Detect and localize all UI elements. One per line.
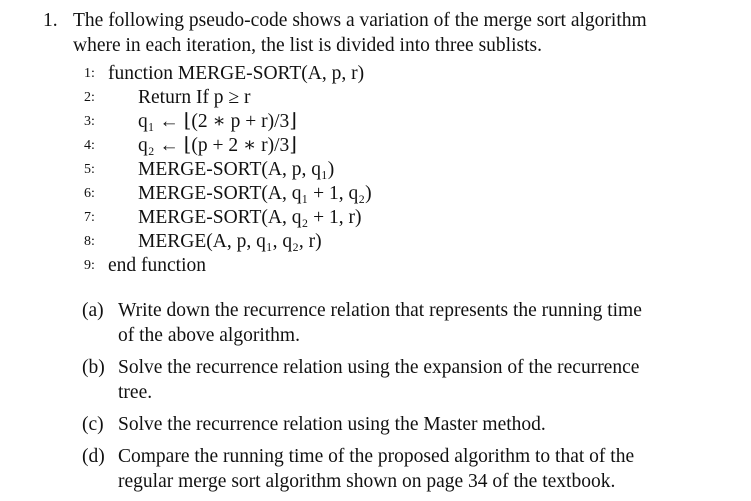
- problem-number: 1.: [43, 10, 58, 31]
- subquestion-text-2: of the above algorithm.: [118, 325, 300, 346]
- code-line: [84, 254, 584, 278]
- problem-intro: [43, 8, 733, 58]
- subquestion-text-1: Write down the recurrence relation that represents the running time: [118, 300, 642, 321]
- code-line: [84, 62, 584, 86]
- code-statement: MERGE-SORT(A, q₂ + 1, r): [138, 207, 362, 228]
- subquestion-text-2: regular merge sort algorithm shown on page 34 of the textbook.: [118, 471, 616, 492]
- subquestion-text-1: Solve the recurrence relation using the Master method.: [118, 414, 546, 435]
- code-statement: function MERGE-SORT(A, p, r): [108, 63, 365, 84]
- line-number: 4:: [84, 138, 95, 153]
- line-number: 7:: [84, 210, 95, 225]
- code-statement: MERGE(A, p, q₁, q₂, r): [138, 231, 322, 252]
- line-number: 8:: [84, 234, 95, 249]
- code-statement: end function: [108, 255, 207, 276]
- line-number: 6:: [84, 186, 95, 201]
- subquestion-label: (d): [82, 446, 105, 467]
- line-number: 5:: [84, 162, 95, 177]
- intro-line-1: [43, 8, 733, 33]
- code-line: [84, 182, 584, 206]
- subquestion-a: [82, 298, 722, 348]
- subquestion-text-1: Solve the recurrence relation using the expansion of the recurrence: [118, 357, 640, 378]
- subquestion-label: (c): [82, 414, 104, 435]
- subquestion-text-1: Compare the running time of the proposed algorithm to that of the: [118, 446, 635, 467]
- code-statement: MERGE-SORT(A, q₁ + 1, q₂): [138, 183, 372, 204]
- intro-text-1: The following pseudo-code shows a variation of the merge sort algorithm: [73, 10, 647, 31]
- subquestion-c: [82, 412, 722, 437]
- subquestion-b: [82, 355, 722, 405]
- code-statement: q₁ ← ⌊(2 ∗ p + r)/3⌋: [138, 111, 297, 132]
- subquestions: [82, 298, 722, 501]
- code-line: [84, 110, 584, 134]
- subquestion-label: (a): [82, 300, 104, 321]
- subquestion-text-2: tree.: [118, 382, 153, 403]
- code-line: [84, 134, 584, 158]
- code-line: [84, 86, 584, 110]
- code-statement: Return If p ≥ r: [138, 87, 251, 108]
- code-statement: q₂ ← ⌊(p + 2 ∗ r)/3⌋: [138, 135, 297, 156]
- line-number: 2:: [84, 90, 95, 105]
- code-statement: MERGE-SORT(A, p, q₁): [138, 159, 335, 180]
- line-number: 3:: [84, 114, 95, 129]
- subquestion-d: [82, 444, 722, 494]
- pseudocode-block: [84, 62, 584, 278]
- subquestion-label: (b): [82, 357, 105, 378]
- code-line: [84, 206, 584, 230]
- line-number: 1:: [84, 66, 95, 81]
- code-line: [84, 230, 584, 254]
- line-number: 9:: [84, 258, 95, 273]
- intro-text-2: where in each iteration, the list is divided into three sublists.: [73, 35, 542, 56]
- code-line: [84, 158, 584, 182]
